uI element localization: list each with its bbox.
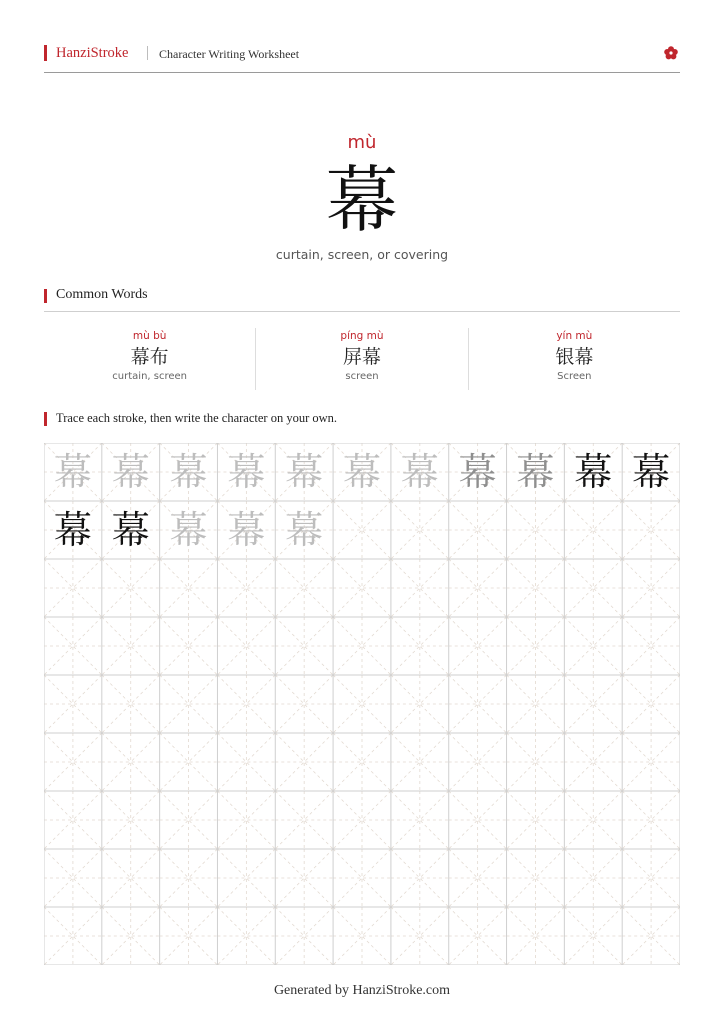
stroke-order-character: 幕 xyxy=(458,450,497,494)
stroke-order-character: 幕 xyxy=(111,508,150,552)
word-hanzi: 屏幕 xyxy=(342,346,381,368)
word-hanzi: 银幕 xyxy=(555,346,594,368)
common-words-rule xyxy=(44,311,680,312)
word-card xyxy=(255,328,467,390)
brand-accent-bar xyxy=(44,45,47,61)
word-meaning: curtain, screen xyxy=(112,371,188,382)
stroke-order-character: 幕 xyxy=(169,450,208,494)
stroke-order-character: 幕 xyxy=(111,450,150,494)
common-words-list xyxy=(44,328,680,390)
footer-credit: Generated by HanziStroke.com xyxy=(273,983,451,998)
stroke-order-character: 幕 xyxy=(632,450,671,494)
trace-character: 幕 xyxy=(285,508,324,552)
word-hanzi: 幕布 xyxy=(130,346,169,368)
practice-instruction: Trace each stroke, then write the character on your own. xyxy=(56,411,338,425)
header-divider xyxy=(147,46,148,60)
plum-blossom-icon xyxy=(663,45,679,61)
word-card xyxy=(468,328,680,390)
trace-character: 幕 xyxy=(227,508,266,552)
stroke-order-character: 幕 xyxy=(342,450,381,494)
stroke-order-character: 幕 xyxy=(285,450,324,494)
stroke-order-character: 幕 xyxy=(574,450,613,494)
word-card xyxy=(44,328,255,390)
worksheet-subtitle: Character Writing Worksheet xyxy=(159,47,300,61)
trace-character: 幕 xyxy=(169,508,208,552)
stroke-order-character: 幕 xyxy=(516,450,555,494)
stroke-order-character: 幕 xyxy=(53,450,92,494)
word-meaning: screen xyxy=(345,371,379,382)
word-pinyin: mù bù xyxy=(132,330,167,342)
practice-accent-bar xyxy=(44,412,47,426)
common-words-title: Common Words xyxy=(56,287,148,302)
character-meaning: curtain, screen, or covering xyxy=(275,247,449,262)
character-hanzi: 幕 xyxy=(325,158,398,242)
common-words-accent-bar xyxy=(44,289,47,303)
word-pinyin: yín mù xyxy=(556,330,593,342)
character-pinyin: mù xyxy=(347,132,377,153)
word-meaning: Screen xyxy=(557,371,592,382)
stroke-order-character: 幕 xyxy=(227,450,266,494)
worksheet-header xyxy=(44,44,680,64)
brand-name[interactable]: HanziStroke xyxy=(56,45,129,61)
stroke-order-character: 幕 xyxy=(53,508,92,552)
word-pinyin: píng mù xyxy=(340,330,384,342)
header-rule xyxy=(44,72,680,73)
stroke-order-character: 幕 xyxy=(400,450,439,494)
practice-grid[interactable] xyxy=(44,443,680,965)
